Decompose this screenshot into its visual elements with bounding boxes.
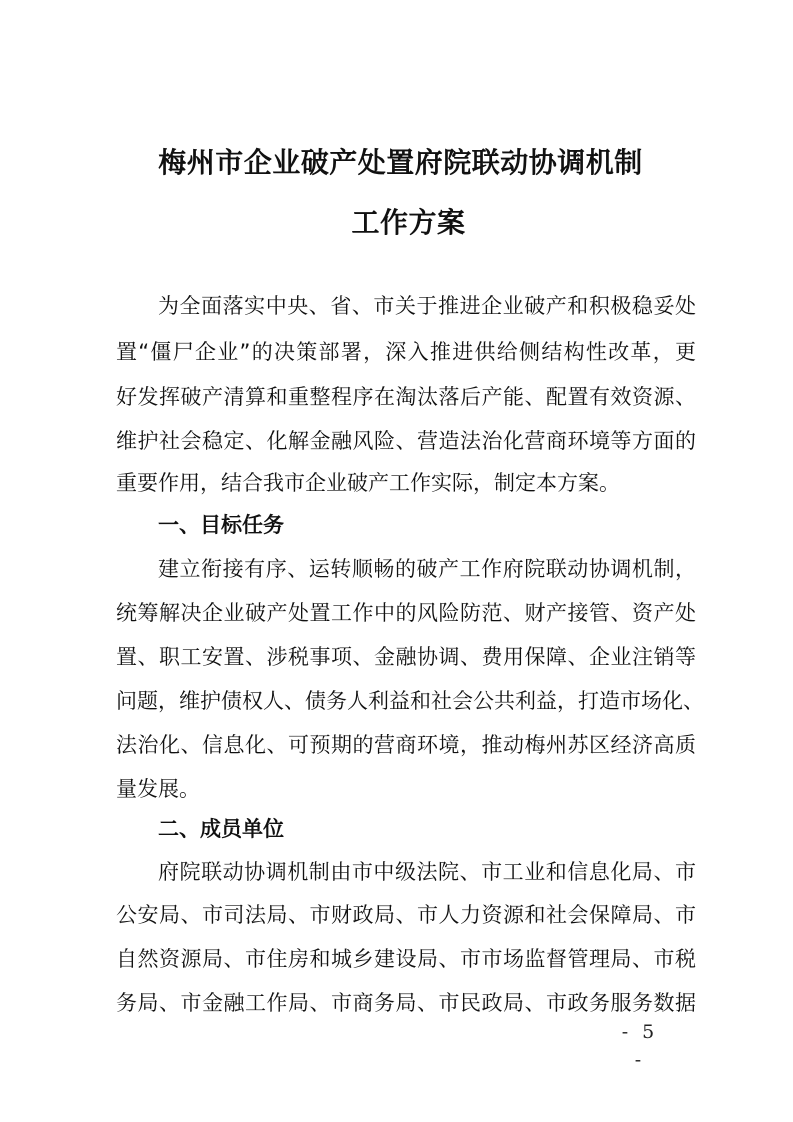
goals-paragraph-line: 统筹解决企业破产处置工作中的风险防范、财产接管、资产处 <box>116 601 696 625</box>
intro-paragraph-line: 维护社会稳定、化解金融风险、营造法治化营商环境等方面的 <box>116 429 696 453</box>
intro-paragraph-line: 重要作用，结合我市企业破产工作实际，制定本方案。 <box>116 471 620 495</box>
members-paragraph-line: 府院联动协调机制由市中级法院、市工业和信息化局、市 <box>158 860 696 884</box>
section-heading-goals: 一、目标任务 <box>158 513 284 537</box>
goals-paragraph-line: 量发展。 <box>116 777 200 801</box>
goals-paragraph-line: 建立衔接有序、运转顺畅的破产工作府院联动协调机制， <box>158 557 696 581</box>
page-number: - 5 - <box>621 1021 659 1071</box>
document-title-line-1: 梅州市企业破产处置府院联动协调机制 <box>158 146 643 179</box>
goals-paragraph-line: 问题，维护债权人、债务人利益和社会公共利益，打造市场化、 <box>116 689 704 713</box>
intro-paragraph-line: 为全面落实中央、省、市关于推进企业破产和积极稳妥处 <box>158 294 696 318</box>
goals-paragraph-line: 法治化、信息化、可预期的营商环境，推动梅州苏区经济高质 <box>116 733 696 757</box>
intro-paragraph-line: 置“僵尸企业”的决策部署，深入推进供给侧结构性改革，更 <box>116 340 696 364</box>
document-title-line-2: 工作方案 <box>351 206 466 239</box>
intro-paragraph-line: 好发挥破产清算和重整程序在淘汰落后产能、配置有效资源、 <box>116 385 696 409</box>
goals-paragraph-line: 置、职工安置、涉税事项、金融协调、费用保障、企业注销等 <box>116 645 696 669</box>
members-paragraph-line: 务局、市金融工作局、市商务局、市民政局、市政务服务数据 <box>116 991 696 1015</box>
section-heading-members: 二、成员单位 <box>158 817 284 841</box>
members-paragraph-line: 公安局、市司法局、市财政局、市人力资源和社会保障局、市 <box>116 903 696 927</box>
members-paragraph-line: 自然资源局、市住房和城乡建设局、市市场监督管理局、市税 <box>116 947 696 971</box>
